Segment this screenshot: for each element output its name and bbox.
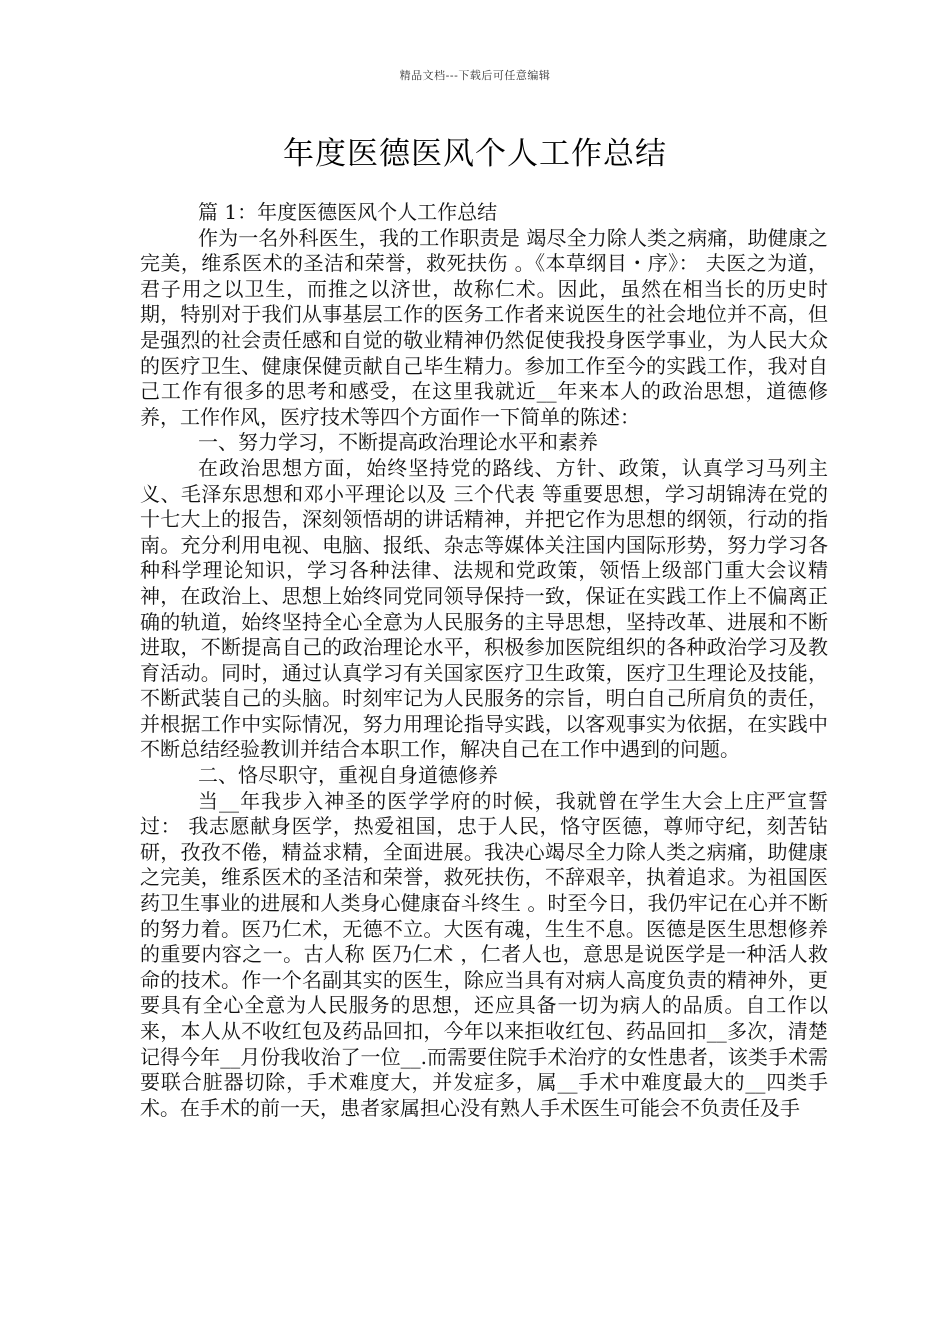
section-heading-2: 二、恪尽职守，重视自身道德修养 xyxy=(198,763,498,788)
document-title: 年度医德医风个人工作总结 xyxy=(283,136,667,172)
document-body xyxy=(140,200,828,1121)
paragraph-political-study: 在政治思想方面，始终坚持党的路线、方针、政策，认真学习马列主义、毛泽东思想和邓小平理论以及 三个代表 等重要思想，学习胡锦涛在党的十七大上的报告，深刻领悟胡的讲话精神，并把它作为思想的纲领，行动的指南。充分利用电视、电脑、报纸、杂志等媒体关注国内国际形势，努力学习各种科学理论知识，学习各种法律、法规和党政策，领悟上级部门重大会议精神，在政治上、思想上始终同党同领导保持一致，保证在实践工作上不偏离正确的轨道，始终坚持全心全意为人民服务的主导思想，坚持改革、进展和不断进取，不断提高自己的政治理论水平，积极参加医院组织的各种政治学习及教育活动。同时，通过认真学习有关国家医疗卫生政策，医疗卫生理论及技能，不断武装自己的头脑。时刻牢记为人民服务的宗旨，明白自己所肩负的责任，并根据工作中实际情况，努力用理论指导实践，以客观事实为依据，在实践中不断总结经验教训并结合本职工作，解决自己在工作中遇到的问题。 xyxy=(140,455,828,762)
section-heading-1: 一、努力学习，不断提高政治理论水平和素养 xyxy=(198,430,598,455)
page-header-note: 精品文档---下载后可任意编辑 xyxy=(399,69,551,82)
paragraph-intro: 作为一名外科医生，我的工作职责是 竭尽全力除人类之病痛，助健康之完美，维系医术的圣洁和荣誉，救死扶伤 。《本草纲目・序》： 夫医之为道，君子用之以卫生，而推之以济世，故称仁术。因此，虽然在相当长的历史时期，特别对于我们从事基层工作的医务工作者来说医生的社会地位并不高，但是强烈的社会责任感和自觉的敬业精神仍然促使我投身医学事业，为人民大众的医疗卫生、健康保健贡献自己毕生精力。参加工作至今的实践工作，我对自己工作有很多的思考和感受，在这里我就近__年来本人的政治思想，道德修养，工作作风，医疗技术等四个方面作一下简单的陈述： xyxy=(140,225,828,429)
section-heading-article: 篇 1：年度医德医风个人工作总结 xyxy=(198,200,498,224)
paragraph-medical-ethics: 当__年我步入神圣的医学学府的时候，我就曾在学生大会上庄严宣誓过： 我志愿献身医学，热爱祖国，忠于人民，恪守医德，尊师守纪，刻苦钻研，孜孜不倦，精益求精，全面进展。我决心竭尽全力除人类之病痛，助健康之完美，维系医术的圣洁和荣誉，救死扶伤，不辞艰辛，执着追求。为祖国医药卫生事业的进展和人类身心健康奋斗终生 。时至今日，我仍牢记在心并不断的努力着。医乃仁术，无德不立。大医有魂，生生不息。医德是医生思想修养的重要内容之一。古人称 医乃仁术 ，仁者人也，意思是说医学是一种活人救命的技术。作一个名副其实的医生，除应当具有对病人高度负责的精神外，更要具有全心全意为人民服务的思想，还应具备一切为病人的品质。自工作以来，本人从不收红包及药品回扣，今年以来拒收红包、药品回扣__多次，清楚记得今年__月份我收治了一位__.而需要住院手术治疗的女性患者，该类手术需要联合脏器切除，手术难度大，并发症多，属__手术中难度最大的__四类手术。在手术的前一天，患者家属担心没有熟人手术医生可能会不负责任及手 xyxy=(140,788,828,1120)
